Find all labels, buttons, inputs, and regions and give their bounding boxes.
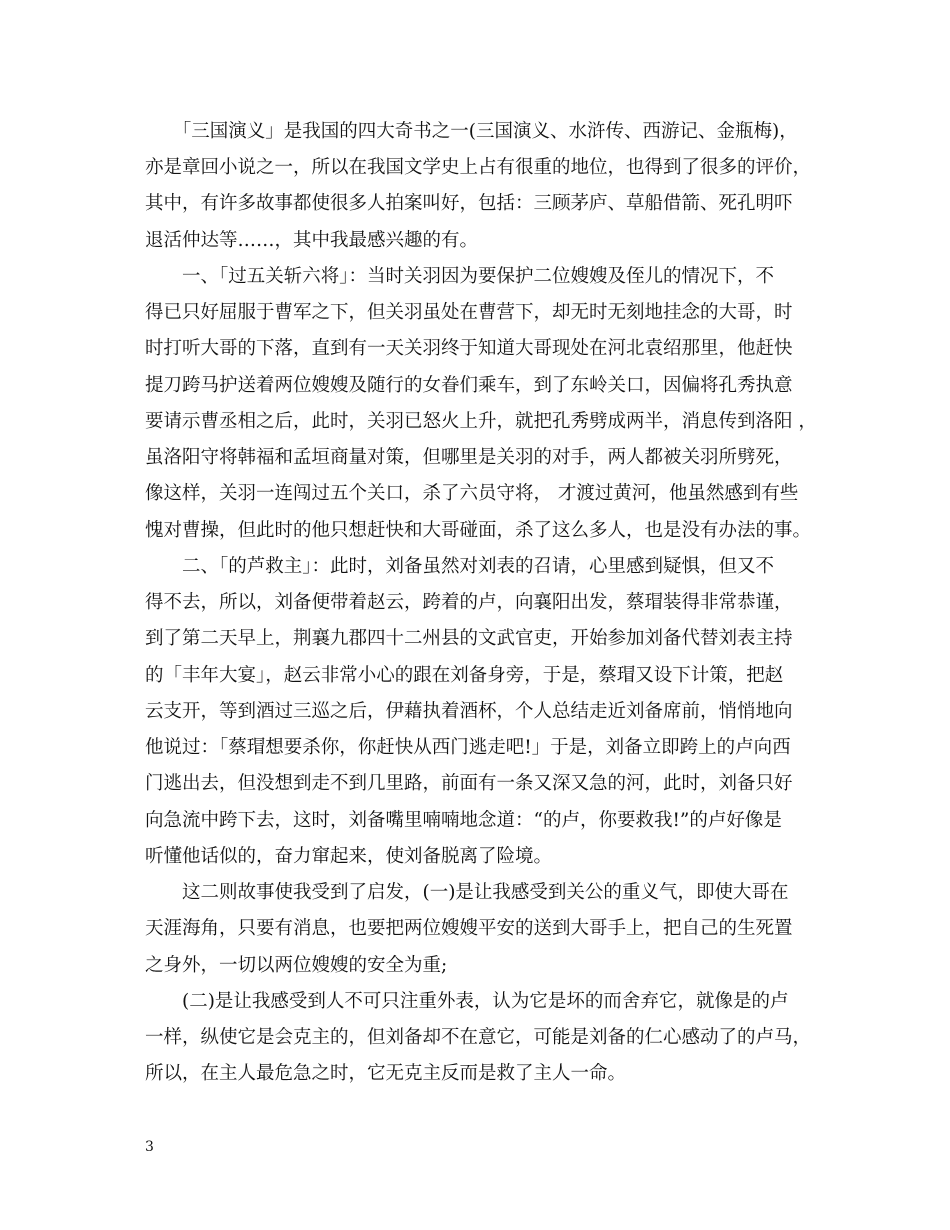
text-line: 时打听大哥的下落，直到有一天关羽终于知道大哥现处在河北袁绍那里，他赶快 (145, 338, 793, 359)
text-line: 向急流中跨下去，这时，刘备嘴里喃喃地念道：“的卢，你要救我!”的卢好像是 (145, 810, 782, 831)
text-line: 虽洛阳守将韩福和孟垣商量对策，但哪里是关羽的对手，两人都被关羽所劈死， (145, 447, 793, 468)
text-line: 之身外，一切以两位嫂嫂的安全为重; (145, 955, 448, 976)
text-line: 二、「的芦救主」：此时，刘备虽然对刘表的召请，心里感到疑惧，但又不 (145, 556, 775, 577)
text-line: 这二则故事使我受到了启发，(一)是让我感受到关公的重义气，即使大哥在 (145, 882, 789, 903)
text-line: 到了第二天早上，荆襄九郡四十二州县的文武官吏，开始参加刘备代替刘表主持 (145, 628, 793, 649)
text-line: 亦是章回小说之一，所以在我国文学史上占有很重的地位，也得到了很多的评价， (145, 157, 812, 178)
text-line: 要请示曹丞相之后，此时，关羽已怒火上升，就把孔秀劈成两半，消息传到洛阳 ， (145, 411, 817, 432)
text-line: 退活仲达等……，其中我最感兴趣的有。 (145, 230, 479, 251)
text-line: 得已只好屈服于曹军之下，但关羽虽处在曹营下，却无时无刻地挂念的大哥，时 (145, 302, 793, 323)
text-line: 听懂他话似的，奋力窜起来，使刘备脱离了险境。 (145, 846, 553, 867)
text-line: 他说过：「蔡瑁想要杀你，你赶快从西门逃走吧!」于是，刘备立即跨上的卢向西 (145, 737, 791, 758)
text-line: 愧对曹操，但此时的他只想赶快和大哥碰面，杀了这么多人，也是没有办法的事。 (145, 520, 812, 541)
text-line: 得不去，所以，刘备便带着赵云，跨着的卢，向襄阳出发，蔡瑁装得非常恭谨， (145, 592, 793, 613)
text-line: 「三国演义」是我国的四大奇书之一(三国演义、水浒传、西游记、金瓶梅)， (145, 121, 798, 142)
page-number: 3 (145, 1139, 154, 1155)
text-line: 的「丰年大宴」，赵云非常小心的跟在刘备身旁，于是，蔡瑁又设下计策，把赵 (145, 665, 784, 686)
text-line: 一样，纵使它是会克主的，但刘备却不在意它，可能是刘备的仁心感动了的卢马， (145, 1027, 812, 1048)
text-line: 像这样，关羽一连闯过五个关口，杀了六员守将， 才渡过黄河，他虽然感到有些 (145, 483, 799, 504)
text-line: 门逃出去，但没想到走不到几里路，前面有一条又深又急的河，此时，刘备只好 (145, 773, 793, 794)
text-line: 云支开，等到酒过三巡之后，伊藉执着酒杯，个人总结走近刘备席前，悄悄地向 (145, 701, 793, 722)
text-line: (二)是让我感受到人不可只注重外表，认为它是坏的而舍弃它，就像是的卢 (145, 991, 789, 1012)
text-line: 天涯海角，只要有消息，也要把两位嫂嫂平安的送到大哥手上，把自己的生死置 (145, 918, 793, 939)
text-line: 所以，在主人最危急之时，它无克主反而是救了主人一命。 (145, 1063, 627, 1084)
text-line: 一、「过五关斩六将」：当时关羽因为要保护二位嫂嫂及侄儿的情况下，不 (145, 266, 775, 287)
text-line: 提刀跨马护送着两位嫂嫂及随行的女眷们乘车，到了东岭关口，因偏将孔秀执意 (145, 375, 793, 396)
text-line: 其中，有许多故事都使很多人拍案叫好，包括：三顾茅庐、草船借箭、死孔明吓 (145, 193, 793, 214)
